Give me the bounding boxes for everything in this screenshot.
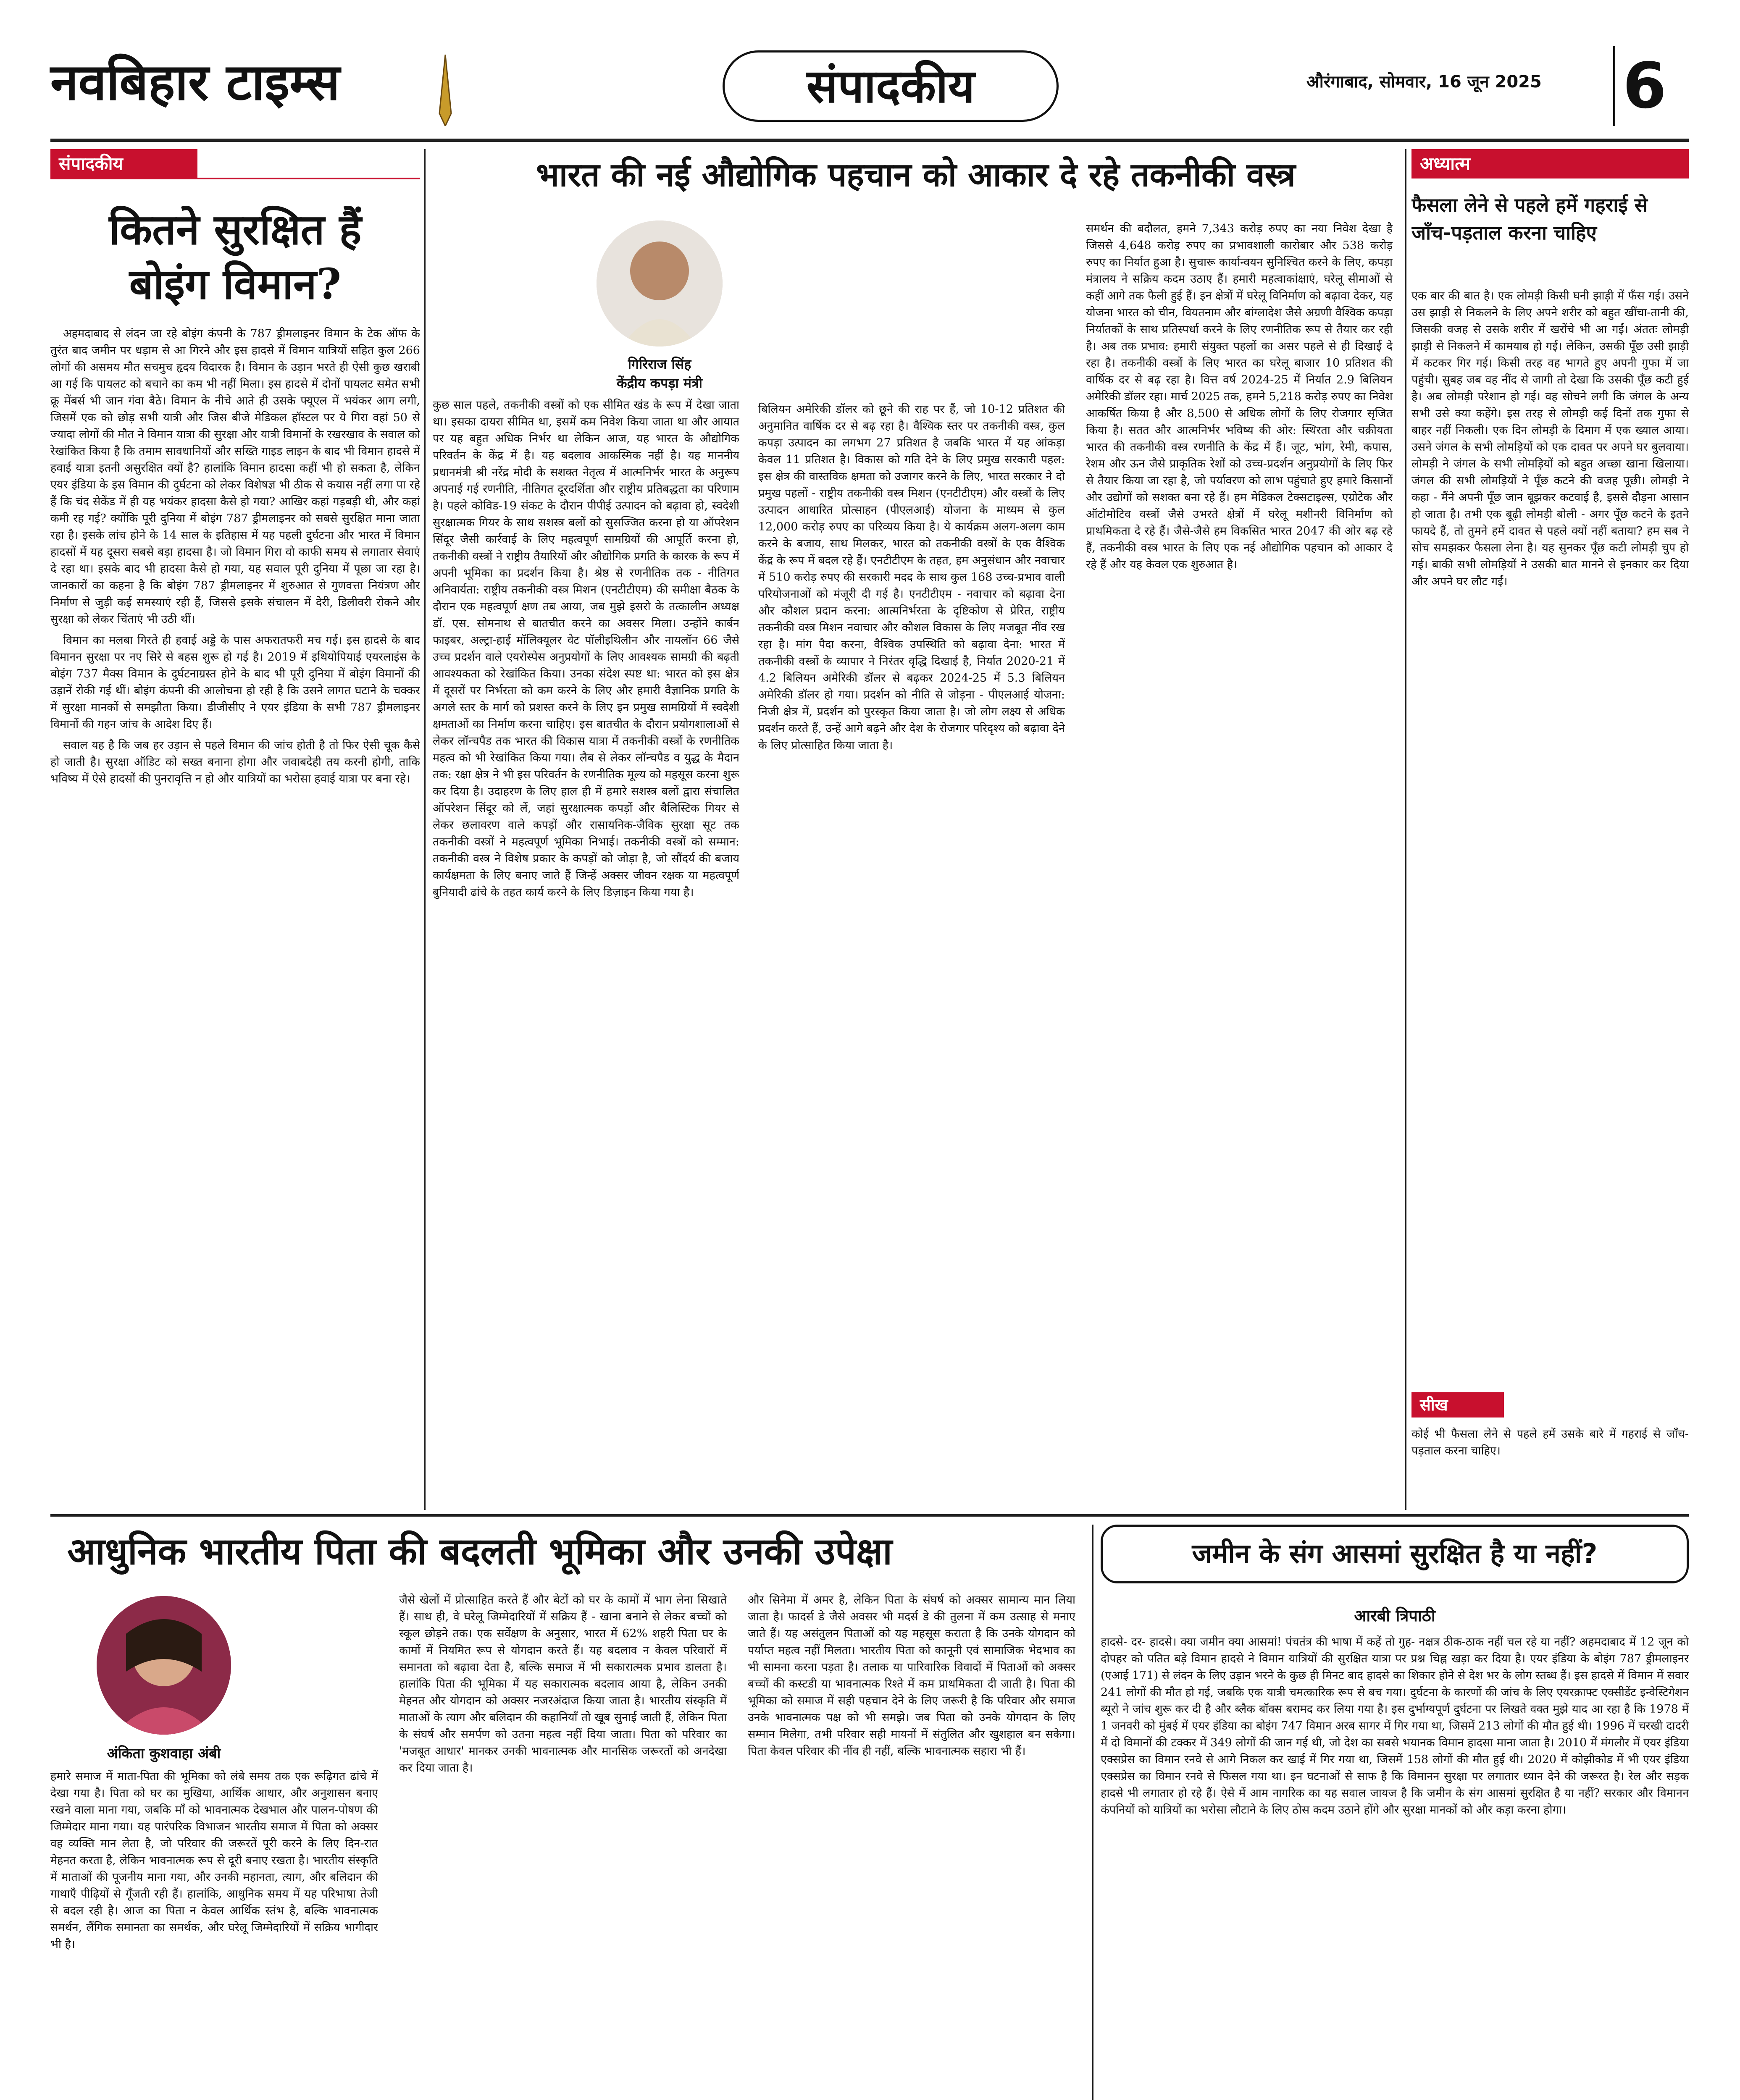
masthead-rule <box>50 139 1689 142</box>
zameen-headline: जमीन के संग आसमां सुरक्षित है या नहीं? <box>1192 1538 1598 1570</box>
zameen-author: आरबी त्रिपाठी <box>1354 1606 1435 1625</box>
paper-name: नवबिहार टाइम्स <box>50 52 340 112</box>
editorial-para: विमान का मलबा गिरते ही हवाई अड्डे के पास अफरातफरी मच गई। इस हादसे के बाद विमानन सुरक्षा पर नए सिरे से बहस शुरू हो गई है। 2019 में इथियोपियाई एयरलाइंस के बोइंग 737 मैक्स विमान के दुर्घटनाग्रस्त होने के बाद भी पूरी दुनिया में बोइंग विमानों की उड़ानें रोकी गई थीं। बोइंग कंपनी की आलोचना हो रही है कि उसने लागत घटाने के चक्कर में सुरक्षा मानकों से समझौता किया। डीजीसीए ने एयर इंडिया के सभी 787 ड्रीमलाइनर विमानों की गहन जांच के आदेश दिए हैं। <box>50 634 420 731</box>
editorial-tag: संपादकीय <box>50 149 197 178</box>
editorial-headline-2: बोइंग विमान? <box>129 259 342 309</box>
adhyatm-headline: फैसला लेने से पहले हमें गहराई से जाँच-पड़ताल करना चाहिए <box>1411 194 1648 244</box>
zameen-article <box>1101 1525 1689 2100</box>
moral-tag: सीख <box>1411 1392 1504 1418</box>
author-portrait-icon <box>97 1596 231 1735</box>
pen-icon <box>437 55 454 126</box>
father-headline: आधुनिक भारतीय पिता की बदलती भूमिका और उनकी उपेक्षा <box>67 1530 892 1573</box>
column-divider <box>1092 1525 1093 2100</box>
father-col-2: जैसे खेलों में प्रोत्साहित करते हैं और बेटों को घर के कामों में भाग लेना सिखाते हैं। साथ ही, वे घरेलू जिम्मेदारियों में सक्रिय हैं - खाना बनाने से लेकर बच्चों को स्कूल छोड़ने तक। एक सर्वेक्षण के अनुसार, भारत में 62% शहरी पिता घर के कामों में नियमित रूप से योगदान करते हैं। यह बदलाव न केवल परिवारों में समानता को बढ़ावा देता है, बल्कि समाज में भी सकारात्मक प्रभाव डालता है। हालांकि पिता की भूमिका में यह सकारात्मक बदलाव आया है, लेकिन उनकी मेहनत और योगदान को अक्सर नजरअंदाज किया जाता है। भारतीय संस्कृति में माताओं के त्याग और बलिदान की कहानियाँ तो खूब सुनाई जाती हैं, लेकिन पिता के संघर्ष और समर्पण को उतना महत्व नहीं दिया जाता। पिता को परिवार का 'मजबूत आधार' मानकर उनकी भावनात्मक और मानसिक जरूरतों को अनदेखा कर दिया जाता है। <box>399 1593 727 1774</box>
adhyatm-column <box>1411 149 1689 1510</box>
column-divider <box>1405 149 1406 1510</box>
left-editorial <box>50 149 420 1510</box>
father-author-photo <box>97 1596 231 1735</box>
editorial-para: अहमदाबाद से लंदन जा रहे बोइंग कंपनी के 787 ड्रीमलाइनर विमान के टेक ऑफ के तुरंत बाद जमीन पर धड़ाम से आ गिरने और इस हादसे में विमान यात्रियों सहित कुल 266 लोगों की असमय मौत सचमुच हृदय विदारक है। विमान के उड़ान भरते ही ऐसी कुछ खराबी आ गई कि पायलट को बचाने का कम भी नहीं मिला। इस हादसे में दोनों पायलट समेत सभी क्रू मेंबर्स भी जान गंवा बैठे। विमान के नीचे आते ही उसके फ्यूएल में भयंकर आग लगी, जिसमें एक को छोड़ सभी यात्री और जिस बीजे मेडिकल हॉस्टल पर ये गिरा वहां 50 से ज्यादा लोगों की मौत ने विमान यात्रा की सुरक्षा और यात्री विमानों के रखरखाव के सवाल को रेखांकित किया है कि तमाम सावधानियों और सख्ति गाइड लाइन के बाद भी विमान हादसे में हवाई यात्रा इतनी असुरक्षित क्यों है? हालांकि विमान हादसा कहीं भी हो सकता है, लेकिन एयर इंडिया के इस विमान की दुर्घटना को लेकर विशेषज्ञ भी ठीक से कयास नहीं लगा पा रहे हैं कि चंद सेकेंड में ही यह भयंकर हादसा कैसे हो गया? आखिर कहां गड़बड़ी थी, और कहां कमी रह गई? क्योंकि पूरी दुनिया में बोइंग 787 ड्रीमलाइनर को सबसे सुरक्षित माना जाता रहा है। इसके लांच होने के 14 साल के इतिहास में यह पहली दुर्घटना और भारत में विमान हादसों में यह दूसरा सबसे बड़ा हादसा है। जो विमान गिरा वो काफी समय से लगातार सेवाएं दे रहा था। इसके बाद भी हादसा कैसे हो गया, यह सवाल पूरी दुनिया में पूछा जा रहा है। जानकारों का कहना है कि बोइंग 787 ड्रीमलाइनर में शुरुआत से गुणवत्ता नियंत्रण और निर्माण से जुड़ी कई समस्याएं रही हैं, जिससे इसके संचालन में देरी, डिलीवरी रोकने और सुरक्षा को लेकर चिंताएं भी उठी थीं। <box>50 327 420 626</box>
author-photo <box>597 220 723 346</box>
main-headline: भारत की नई औद्योगिक पहचान को आकार दे रहे तकनीकी वस्त्र <box>536 156 1296 194</box>
author-portrait-icon <box>597 220 723 346</box>
main-col-3: समर्थन की बदौलत, हमने 7,343 करोड़ रुपए का नया निवेश देखा है जिससे 4,648 करोड़ रुपए का प्रभावशाली कारोबार और 538 करोड़ रुपए का निर्यात हुआ है। सुचारू कार्यान्वयन सुनिश्चित करने के लिए, कपड़ा मंत्रालय ने सक्रिय कदम उठाए हैं। हमारी महत्वाकांक्षाएं, घरेलू सीमाओं से कहीं आगे तक फैली हुई हैं। इन क्षेत्रों में घरेलू विनिर्माण को बढ़ावा देकर, यह योजना भारत को चीन, वियतनाम और बांग्लादेश जैसे अग्रणी वैश्विक कपड़ा निर्यातकों के साथ प्रतिस्पर्धा करने के लिए रणनीतिक रूप से तैयार कर रही है। अब तक प्रभाव: हमारी संयुक्त पहलों का असर पहले से ही दिखाई दे रहा है। तकनीकी वस्त्रों के लिए भारत का घरेलू बाजार 10 प्रतिशत की वार्षिक दर से बढ़ रहा है। वित्त वर्ष 2024-25 में निर्यात 2.9 बिलियन अमेरिकी डॉलर रहा। मार्च 2025 तक, हमने 5,218 करोड़ रुपए का निवेश आकर्षित किया है और 8,500 से अधिक लोगों के लिए रोजगार सृजित किया है। सतत और आत्मनिर्भर भविष्य की ओर: स्थिरता और चक्रीयता भारत की तकनीकी वस्त्र रणनीति के केंद्र में हैं। जूट, भांग, रेमी, कपास, रेशम और ऊन जैसे प्राकृतिक रेशों को उच्च-प्रदर्शन अनुप्रयोगों के लिए फिर से तैयार किया जा रहा है, जो पर्यावरण को लाभ पहुंचाते हुए हमारे किसानों और उद्योगों को सशक्त बना रहे हैं। हम मेडिकल टेक्सटाइल्स, एग्रोटेक और ऑटोमोटिव वस्त्रों जैसे उभरते क्षेत्रों में घरेलू मशीनरी विनिर्माण को प्राथमिकता दे रहे हैं। जैसे-जैसे हम विकसित भारत 2047 की ओर बढ़ रहे हैं, तकनीकी वस्त्र भारत के लिए एक नई औद्योगिक पहचान को आकार दे रहे हैं और यह केवल एक शुरुआत है। <box>1086 222 1393 571</box>
column-divider <box>424 149 426 1510</box>
main-col-2: बिलियन अमेरिकी डॉलर को छूने की राह पर हैं, जो 10-12 प्रतिशत की अनुमानित वार्षिक दर से बढ़ रहा है। वैश्विक स्तर पर तकनीकी वस्त्र, कुल कपड़ा उत्पादन का लगभग 27 प्रतिशत है जबकि भारत में यह आंकड़ा केवल 11 प्रतिशत है। विकास को गति देने के लिए प्रमुख सरकारी पहल: इस क्षेत्र की वास्तविक क्षमता को उजागर करने के लिए, भारत सरकार ने दो प्रमुख पहलों - राष्ट्रीय तकनीकी वस्त्र मिशन (एनटीटीएम) और वस्त्रों के लिए उत्पादन आधारित प्रोत्साहन (पीएलआई) योजना के माध्यम से कुल 12,000 करोड़ रुपए का परिव्यय किया है। ये कार्यक्रम अलग-अलग काम करने के बजाय, साथ मिलकर, भारत को तकनीकी वस्त्रों के एक वैश्विक केंद्र के रूप में बदल रहे हैं। एनटीटीएम के तहत, हम अनुसंधान और नवाचार में 510 करोड़ रुपए की सरकारी मदद के साथ कुल 168 उच्च-प्रभाव वाली परियोजनाओं को मंजूरी दी गई है। एनटीटीएम - नवाचार को बढ़ावा देना और कौशल प्रदान करना: आत्मनिर्भरता के दृष्टिकोण से प्रेरित, राष्ट्रीय तकनीकी वस्त्र मिशन नवाचार और कौशल विकास के लिए मजबूत नींव रख रहा है। मांग पैदा करना, वैश्विक उपस्थिति को बढ़ावा देना: भारत में तकनीकी वस्त्रों के व्यापार ने निरंतर वृद्धि दिखाई है, निर्यात 2020-21 में 4.2 बिलियन अमेरिकी डॉलर से बढ़कर 2024-25 में 5.3 बिलियन अमेरिकी डॉलर हो गया। प्रदर्शन को नीति से जोड़ना - पीएलआई योजना: निजी क्षेत्र में, प्रदर्शन को पुरस्कृत किया जाता है। जो लोग लक्ष्य से अधिक प्रदर्शन करते हैं, उन्हें आगे बढ़ने और देश के रोजगार परिदृश्य को बढ़ावा देने के लिए प्रोत्साहित किया जाता है। <box>758 403 1065 752</box>
dateline: औरंगाबाद, सोमवार, 16 जून 2025 <box>1306 72 1542 92</box>
moral-text: कोई भी फैसला लेने से पहले हमें उसके बारे में गहराई से जाँच-पड़ताल करना चाहिए। <box>1411 1428 1689 1457</box>
father-article <box>50 1525 1084 2100</box>
adhyatm-tag: अध्यात्म <box>1411 149 1689 178</box>
editorial-tag-rule <box>50 178 420 179</box>
father-col-1: हमारे समाज में माता-पिता की भूमिका को लंबे समय तक एक रूढ़िगत ढांचे में देखा गया है। पिता को घर का मुखिया, आर्थिक आधार, और अनुशासन बनाए रखने वाला माना गया, जबकि माँ को भावनात्मक देखभाल और पालन-पोषण की जिम्मेदार माना गया। यह पारंपरिक विभाजन भारतीय समाज में पिता को अक्सर वह व्यक्ति मान लेता है, जो परिवार की जरूरतें पूरी करने के लिए दिन-रात मेहनत करता है, लेकिन भावनात्मक रूप से दूरी बनाए रखता है। भारतीय संस्कृति में माताओं की पूजनीय माना गया, और उनकी महानता, त्याग, और बलिदान की गाथाएँ पीढ़ियों से गूँजती रही हैं। हालांकि, आधुनिक समय में यह परिभाषा तेजी से बदल रही है। आज का पिता न केवल आर्थिक स्तंभ है, बल्कि भावनात्मक समर्थन, लैंगिक समानता का समर्थक, और घरेलू जिम्मेदारियों में सक्रिय भागीदार भी है। <box>50 1770 378 1951</box>
section-title: संपादकीय <box>806 59 975 113</box>
main-article <box>433 149 1399 1510</box>
father-author-name: अंकिता कुशवाहा अंबी <box>107 1745 221 1762</box>
editorial-body <box>50 326 420 1502</box>
adhyatm-body: एक बार की बात है। एक लोमड़ी किसी घनी झाड़ी में फँस गई। उसने उस झाड़ी से निकलने के लिए अपने शरीर को बहुत खींचा-तानी की, जिसकी वजह से उसके शरीर में खरोंचे भी आ गईं। अंततः लोमड़ी झाड़ी से निकलने में कामयाब हो गई। लेकिन, उसकी पूँछ उसी झाड़ी में कटकर गिर गई। किसी तरह वह भागते हुए अपनी गुफा में जा पहुंची। सुबह जब वह नींद से जागी तो देखा कि उसकी पूँछ कटी हुई है। अब लोमड़ी परेशान हो गई। वह सोचने लगी कि जंगल के अन्य सभी उसे क्या कहेंगे। इस तरह से लोमड़ी कई दिनों तक गुफा से बाहर नहीं निकली। एक दिन लोमड़ी के दिमाग में एक ख्याल आया। उसने जंगल के सभी लोमड़ियों को एक दावत पर अपने घर बुलवाया। लोमड़ी ने जंगल के सभी लोमड़ियों को बहुत अच्छा खाना खिलाया। जंगल की सभी लोमड़ियों ने पूँछ कटने की वजह पूछी। लोमड़ी ने कहा - मैंने अपनी पूँछ जान बूझकर कटवाई है, इससे दौड़ना आसान हो जाता है। तभी एक बूढ़ी लोमड़ी बोली - अगर पूँछ कटने के इतने फायदे हैं, तो तुमने हमें दावत से पहले क्यों नहीं बताया? हम सब ने सोच समझकर फैसला लेना है। यह सुनकर पूँछ कटी लोमड़ी चुप हो गई। बाकी सभी लोमड़ियों ने उसकी बात मानने से इनकार कर दिया और अपने घर लौट गईं। <box>1411 289 1689 588</box>
section-rule <box>50 1514 1689 1517</box>
zameen-body: हादसे- दर- हादसे। क्या जमीन क्या आसमां! पंचतंत्र की भाषा में कहें तो गुह- नक्षत्र ठीक-ठाक नहीं चल रहे या नहीं? अहमदाबाद में 12 जून को दोपहर को पतित बड़े विमान हादसे ने विमान यात्रियों की सुरक्षित यात्रा पर प्रश्न चिह्न खड़ा कर दिया है। एयर इंडिया के बोइंग 787 ड्रीमलाइनर (एआई 171) से लंदन के लिए उड़ान भरने के कुछ ही मिनट बाद हादसे का शिकार होने से देश भर के लोग स्तब्ध हैं। इस हादसे में विमान में सवार 241 लोगों की मौत हो गई, जबकि एक यात्री चमत्कारिक रूप से बच गया। दुर्घटना के कारणों की जांच के लिए एयरक्राफ्ट एक्सीडेंट इन्वेस्टिगेशन ब्यूरो ने जांच शुरू कर दी है और ब्लैक बॉक्स बरामद कर लिया गया है। इस दुर्भाग्यपूर्ण दुर्घटना पर लिखते वक्त मुझे याद आ रहा है कि 1978 में 1 जनवरी को मुंबई में एयर इंडिया का बोइंग 747 विमान अरब सागर में गिर गया था, जिसमें 213 लोगों की मौत हुई थी। 1996 में चरखी दादरी में दो विमानों की टक्कर में 349 लोगों की जान गई थी, जो देश का सबसे भयानक विमान हादसा माना जाता है। 2010 में मंगलौर में एयर इंडिया एक्सप्रेस का विमान रनवे से आगे निकल कर खाई में गिर गया था, जिसमें 158 लोगों की मौत हुई थी। 2020 में कोझीकोड में भी एयर इंडिया एक्सप्रेस का विमान रनवे से फिसल गया था। इन घटनाओं से साफ है कि विमानन सुरक्षा पर लगातार ध्यान देने की जरूरत है। रेल और सड़क हादसे भी लगातार हो रहे हैं। ऐसे में आम नागरिक का यह सवाल जायज है कि जमीन के संग आसमां सुरक्षित है या नहीं? सरकार और विमानन कंपनियों को यात्रियों का भरोसा लौटाने के लिए ठोस कदम उठाने होंगे और सुरक्षा मानकों को और कड़ा करना होगा। <box>1101 1635 1689 1816</box>
father-col-3: और सिनेमा में अमर है, लेकिन पिता के संघर्ष को अक्सर सामान्य मान लिया जाता है। फादर्स डे जैसे अवसर भी मदर्स डे की तुलना में कम उत्साह से मनाए जाते हैं। यह असंतुलन पिताओं को यह महसूस कराता है कि उनके योगदान को पर्याप्त महत्व नहीं मिलता। भारतीय पिता को कानूनी एवं सामाजिक भेदभाव का भी सामना करना पड़ता है। तलाक या पारिवारिक विवादों में पिताओं को अक्सर बच्चों की कस्टडी या भावनात्मक रिश्ते में कम प्राथमिकता दी जाती है। पिता की भूमिका को समाज में सही पहचान देने के लिए जरूरी है कि परिवार और समाज उनके भावनात्मक पक्ष को भी समझे। जब पिता को उनके योगदान के लिए सम्मान मिलेगा, तभी परिवार सही मायनों में संतुलित और खुशहाल बन सकेगा। पिता केवल परिवार की नींव ही नहीं, बल्कि भावनात्मक सहारा भी हैं। <box>748 1593 1075 1758</box>
main-col-1: कुछ साल पहले, तकनीकी वस्त्रों को एक सीमित खंड के रूप में देखा जाता था। इसका दायरा सीमित था, इसमें कम निवेश किया जाता था और आयात पर यह बहुत अधिक निर्भर था लेकिन आज, यह भारत के औद्योगिक परिवर्तन के केंद्र में है। यह बदलाव आकस्मिक नहीं है। यह माननीय प्रधानमंत्री श्री नरेंद्र मोदी के सशक्त नेतृत्व में आत्मनिर्भर भारत के अनुरूप अपनाई गई रणनीति, नीतिगत दूरदर्शिता और राष्ट्रीय प्रतिबद्धता का परिणाम है। पहले कोविड-19 संकट के दौरान पीपीई उत्पादन को बढ़ावा हो, स्वदेशी सुरक्षात्मक गियर के साथ सशस्त्र बलों को सुसज्जित करना हो या ऑपरेशन सिंदूर जैसी कार्रवाई के लिए महत्वपूर्ण सामग्रियों की आपूर्ति करना हो, तकनीकी वस्त्रों ने राष्ट्रीय तैयारियों और औद्योगिक प्रगति के कारक के रूप में अपनी भूमिका का प्रदर्शन किया है। श्रेष्ठ से रणनीतिक तक - नीतिगत अनिवार्यता: राष्ट्रीय तकनीकी वस्त्र मिशन (एनटीटीएम) की समीक्षा बैठक के दौरान एक महत्वपूर्ण क्षण तब आया, जब मुझे इसरो के तत्कालीन अध्यक्ष डॉ. एस. सोमनाथ से बातचीत करने का अवसर मिला। उन्होंने कार्बन फाइबर, अल्ट्रा-हाई मॉलिक्यूलर वेट पॉलीइथिलीन और नायलॉन 66 जैसे उच्च प्रदर्शन वाले एयरोस्पेस अनुप्रयोगों के लिए आवश्यक सामग्री की बढ़ती आवश्यकता को रेखांकित किया। उनका संदेश स्पष्ट था: भारत को इस क्षेत्र में दूसरों पर निर्भरता को कम करने के लिए और हमारी वैज्ञानिक प्रगति के अगले स्तर के मार्ग को प्रशस्त करने के लिए इन प्रमुख सामग्रियों में स्वदेशी क्षमताओं का निर्माण करना चाहिए। इस बातचीत के दौरान प्रयोगशालाओं से लेकर लॉन्चपैड तक भारत की विकास यात्रा में तकनीकी वस्त्रों के रणनीतिक महत्व को भी रेखांकित किया गया। लैब से लेकर लॉन्चपैड व युद्ध के मैदान तक: रक्षा क्षेत्र ने भी इस परिवर्तन के रणनीतिक मूल्य को महसूस करना शुरू कर दिया है। उदाहरण के लिए हाल ही में हमारे सशस्त्र बलों द्वारा संचालित ऑपरेशन सिंदूर को लें, जहां सुरक्षात्मक कपड़ों और बैलिस्टिक गियर से लेकर छलावरण वाले कपड़ों और रासायनिक-जैविक सुरक्षा सूट तक तकनीकी वस्त्रों ने महत्वपूर्ण भूमिका निभाई। तकनीकी वस्त्रों को सम्मान: तकनीकी वस्त्र ने विशेष प्रकार के कपड़ों को जोड़ा है, जो सौंदर्य की बजाय कार्यक्षमता के लिए बनाए जाते हैं जिन्हें अक्सर जीवन रक्षक या महत्वपूर्ण बुनियादी ढांचे के तहत कार्य करने के लिए डिज़ाइन किया गया है। <box>433 399 739 899</box>
page-number: 6 <box>1613 46 1674 126</box>
author-title: केंद्रीय कपड़ा मंत्री <box>617 375 702 391</box>
masthead <box>50 38 1689 143</box>
section-banner <box>723 50 1059 122</box>
zameen-headline-box <box>1101 1525 1689 1583</box>
editorial-headline-1: कितने सुरक्षित हैं <box>109 205 362 254</box>
author-name: गिरिराज सिंह <box>628 356 691 372</box>
editorial-para: सवाल यह है कि जब हर उड़ान से पहले विमान की जांच होती है तो फिर ऐसी चूक कैसे हो जाती है। सुरक्षा ऑडिट को सख्त बनाना होगा और जवाबदेही तय करनी होगी, ताकि भविष्य में ऐसे हादसों की पुनरावृत्ति न हो और यात्रियों का भरोसा हवाई यात्रा पर बना रहे। <box>50 739 420 785</box>
